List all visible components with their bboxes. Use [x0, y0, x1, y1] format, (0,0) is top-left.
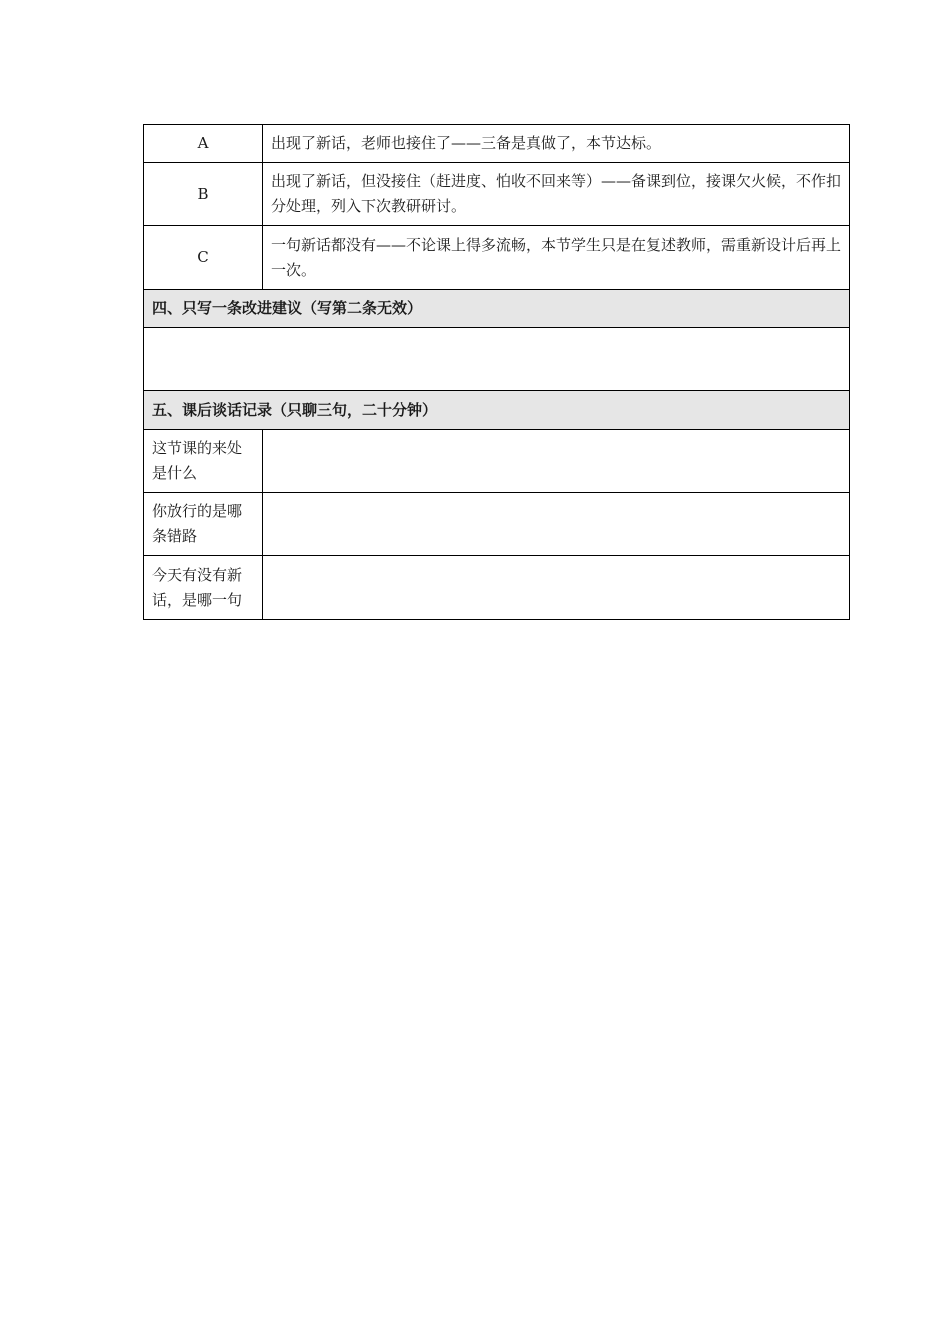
interview-question: 这节课的来处是什么: [144, 430, 263, 493]
interview-question: 今天有没有新话，是哪一句: [144, 556, 263, 620]
interview-answer-field[interactable]: [263, 430, 850, 493]
section-title: 四、只写一条改进建议（写第二条无效）: [144, 290, 850, 328]
grade-row-c: [144, 226, 850, 290]
interview-row: [144, 493, 850, 556]
grade-row-a: [144, 125, 850, 163]
interview-answer-field[interactable]: [263, 493, 850, 556]
interview-row: [144, 556, 850, 620]
improvement-answer-row: [144, 328, 850, 391]
grade-label: C: [144, 226, 263, 290]
evaluation-form-table: [143, 124, 850, 620]
interview-answer-field[interactable]: [263, 556, 850, 620]
grade-description: 一句新话都没有——不论课上得多流畅，本节学生只是在复述教师，需重新设计后再上一次。: [263, 226, 850, 290]
grade-description: 出现了新话，老师也接住了——三备是真做了，本节达标。: [263, 125, 850, 163]
grade-description: 出现了新话，但没接住（赶进度、怕收不回来等）——备课到位，接课欠火候，不作扣分处理，列入下次教研研讨。: [263, 163, 850, 226]
section-header-interview: [144, 391, 850, 430]
section-header-improvement: [144, 290, 850, 328]
section-title: 五、课后谈话记录（只聊三句，二十分钟）: [144, 391, 850, 430]
interview-row: [144, 430, 850, 493]
interview-question: 你放行的是哪条错路: [144, 493, 263, 556]
grade-label: A: [144, 125, 263, 163]
grade-row-b: [144, 163, 850, 226]
improvement-answer-field[interactable]: [144, 328, 850, 391]
grade-label: B: [144, 163, 263, 226]
